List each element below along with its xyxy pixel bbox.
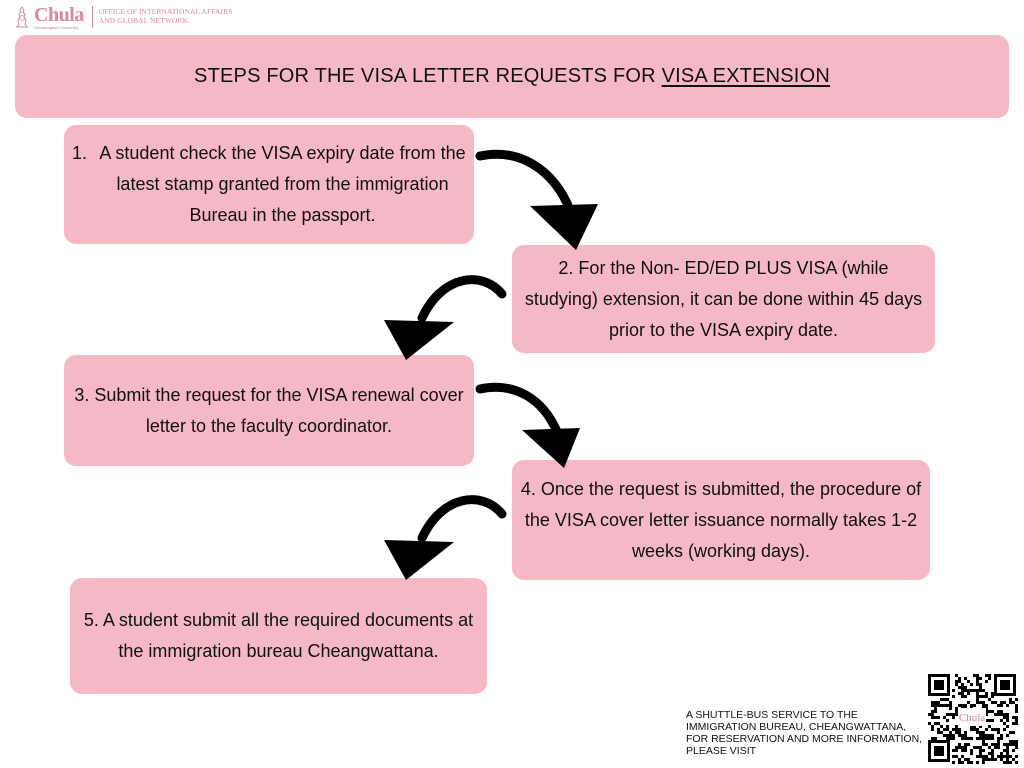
title-prefix: STEPS FOR THE VISA LETTER REQUESTS FOR <box>194 65 662 87</box>
step-5-text: 5. A student submit all the required documents at the immigration bureau Cheangwattana. <box>83 610 474 661</box>
brand-subtitle: Chulalongkorn University <box>34 24 79 30</box>
curved-arrow-left-icon <box>382 490 507 582</box>
step-1-text: A student check the VISA expiry date from the latest stamp granted from the immigration Bureau in the passport. <box>99 143 466 225</box>
curved-arrow-right-icon <box>478 382 583 470</box>
shuttle-info-text: A SHUTTLE-BUS SERVICE TO THE IMMIGRATION BUREAU, CHEANGWATTANA, FOR RESERVATION AND MORE INFORMATION, PLEASE VISIT <box>686 709 923 757</box>
title-banner <box>15 35 1009 118</box>
step-5-box <box>70 578 487 694</box>
step-1-content <box>72 138 466 231</box>
page-title <box>194 65 830 88</box>
office-line-2: AND GLOBAL NETWORK <box>98 16 189 25</box>
office-name <box>99 8 233 25</box>
step-2-text: 2. For the Non- ED/ED PLUS VISA (while studying) extension, it can be done within 45 days prior to the VISA expiry date. <box>524 257 923 340</box>
qr-logo-text: Chula <box>958 712 986 724</box>
office-line-1: OFFICE OF INTERNATIONAL AFFAIRS <box>98 7 233 17</box>
step-2-box <box>512 245 935 353</box>
step-4-text: 4. Once the request is submitted, the procedure of the VISA cover letter issuance normally takes 1-2 weeks (working days). <box>520 478 922 561</box>
title-underlined: VISA EXTENSION <box>661 65 830 87</box>
step-3-box <box>64 355 474 466</box>
step-1-number: 1. <box>72 143 88 163</box>
curved-arrow-right-icon <box>478 148 603 253</box>
step-3-text: 3. Submit the request for the VISA renewal cover letter to the faculty coordinator. <box>74 384 464 436</box>
brand-name: Chula <box>34 3 84 26</box>
chula-seal-icon <box>14 6 30 28</box>
step-1-box <box>64 125 474 244</box>
chula-logo <box>14 4 233 30</box>
logo-divider <box>92 6 93 28</box>
step-4-box <box>512 460 930 580</box>
curved-arrow-left-icon <box>382 270 507 362</box>
qr-code-icon[interactable] <box>926 672 1018 764</box>
